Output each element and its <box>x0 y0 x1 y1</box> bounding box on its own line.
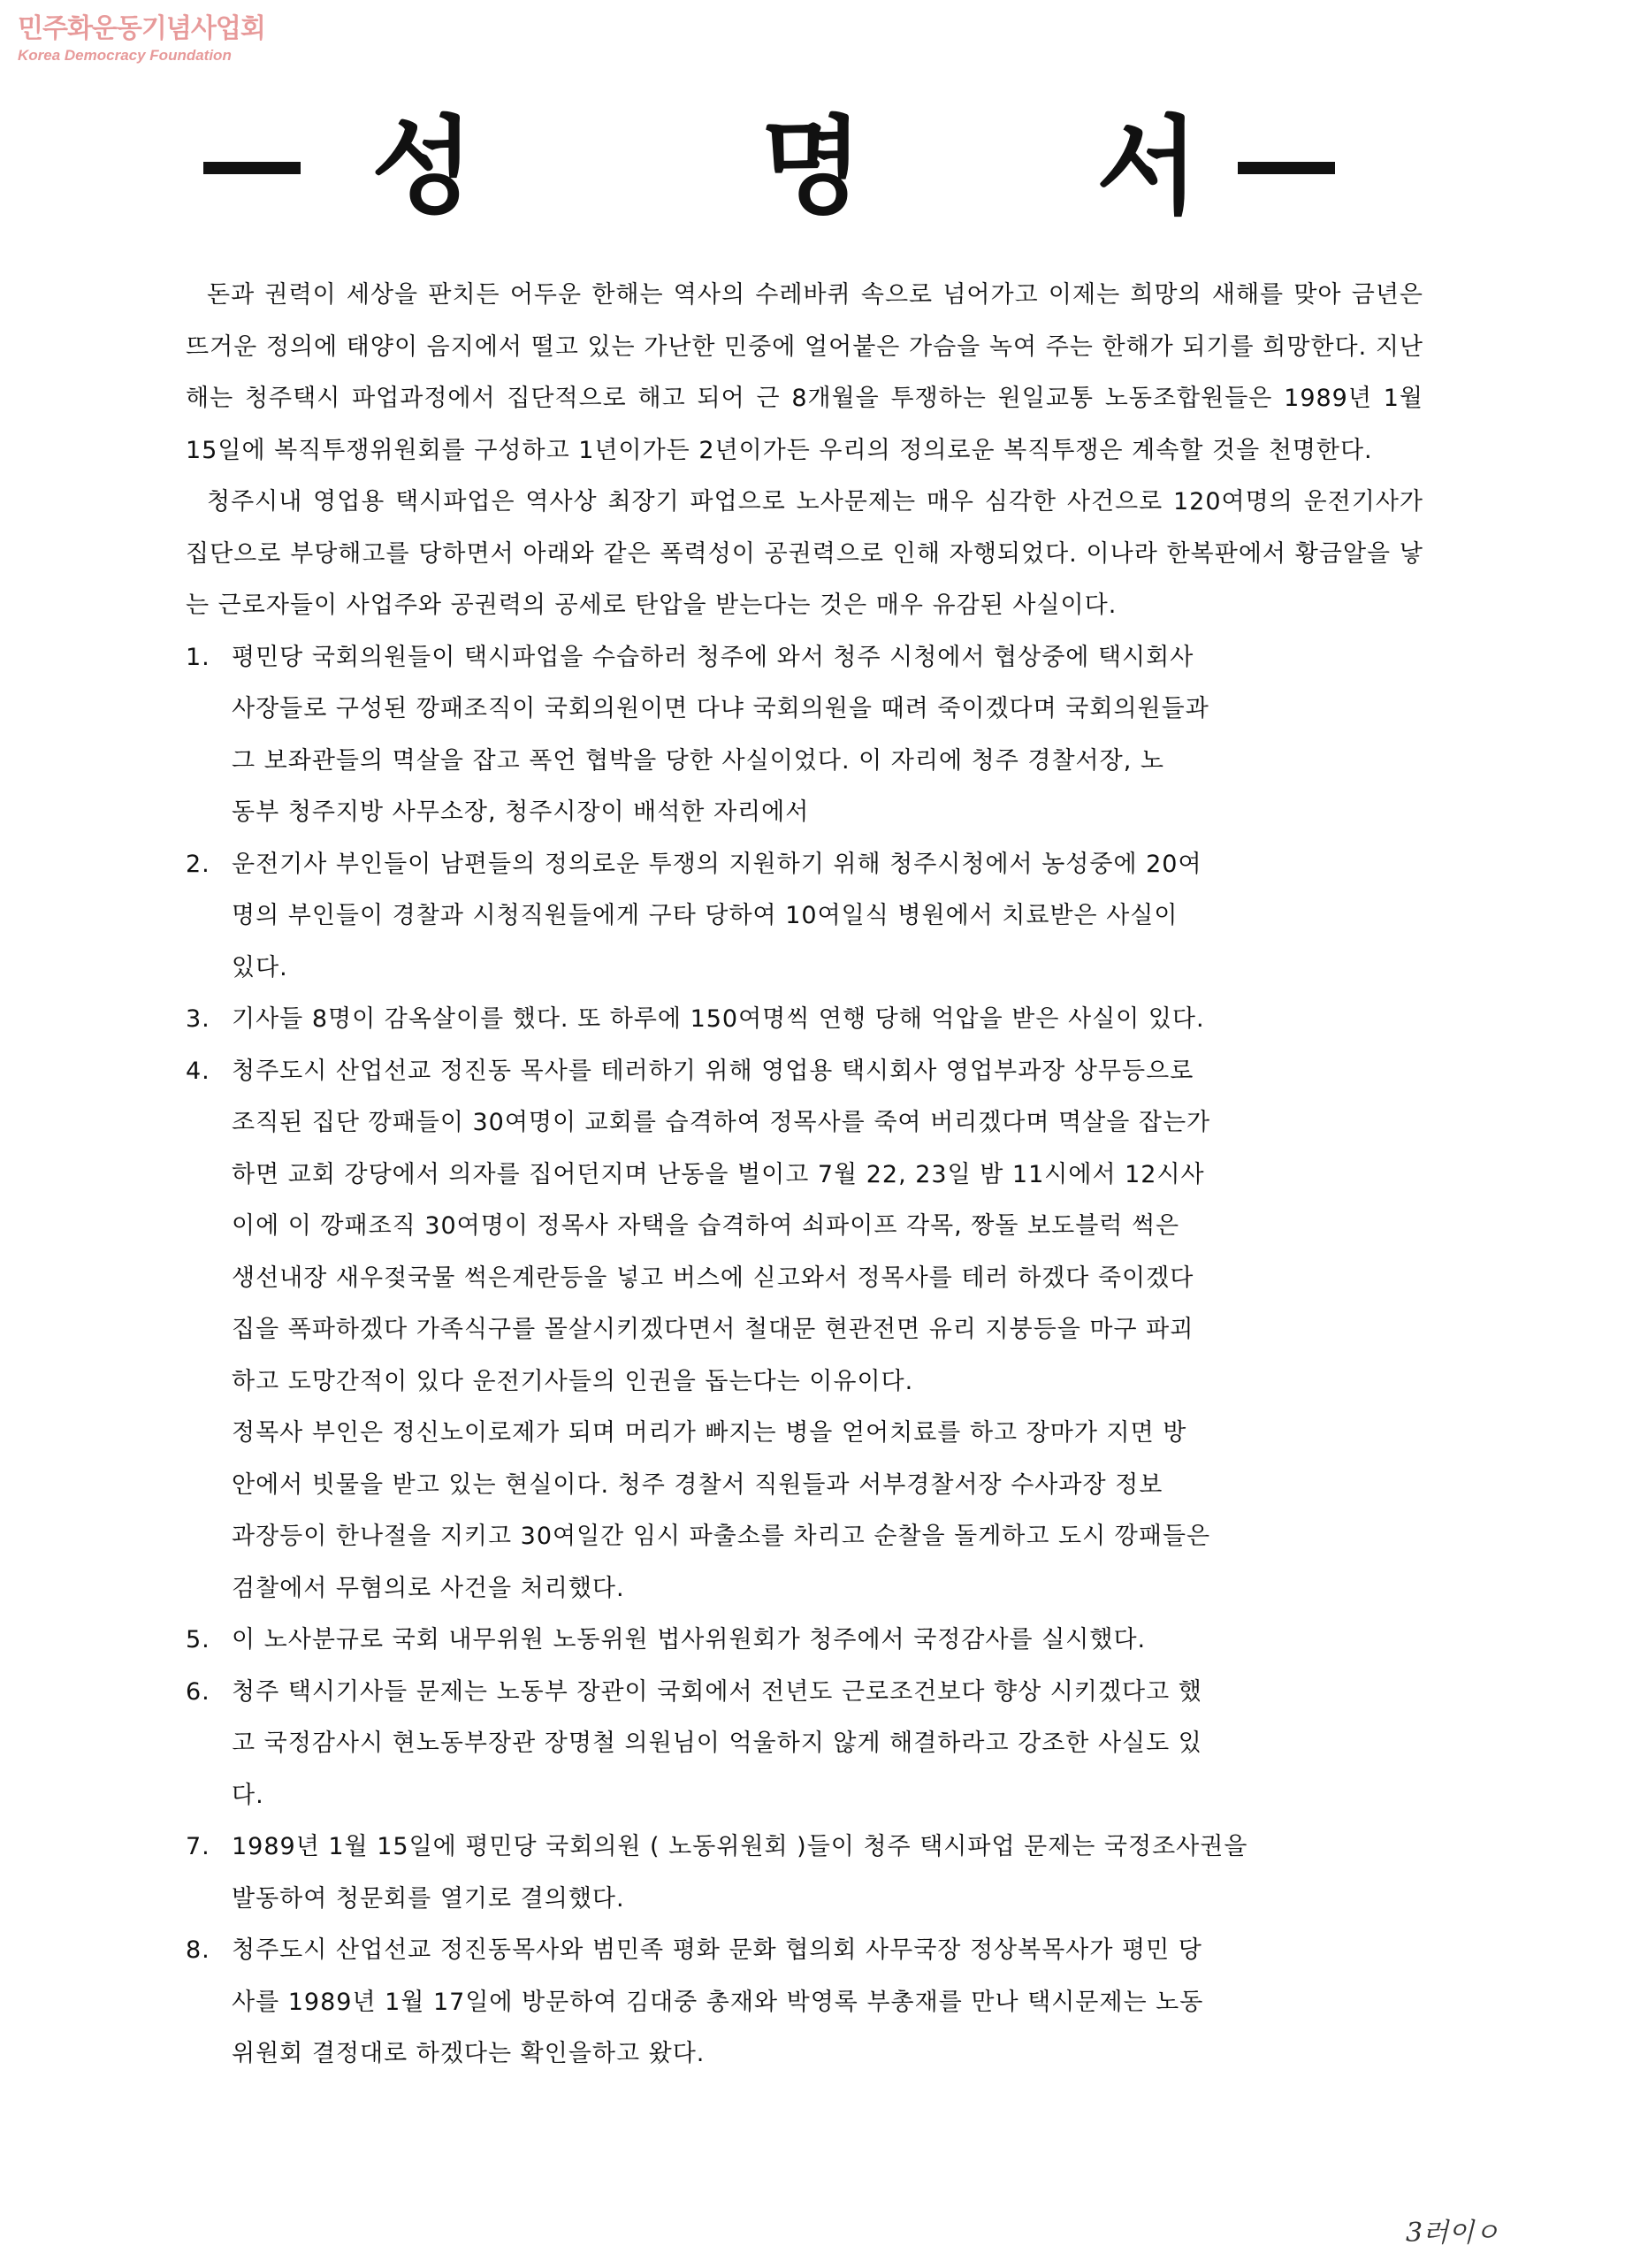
list-item-line: 기사들 8명이 감옥살이를 했다. 또 하루에 150여명씩 연행 당해 억압을 받은 사실이 있다. <box>232 1005 1205 1033</box>
document-title <box>195 106 1335 229</box>
list-item-line: 사를 1989년 1월 17일에 방문하여 김대중 총재와 박영록 부총재를 만나 택시문제는 노동 <box>232 1988 1204 2016</box>
list-item-line: 사장들로 구성된 깡패조직이 국회의원이면 다냐 국회의원을 때려 죽이겠다며 국회의원들과 <box>232 695 1209 722</box>
title-char-3: 서 <box>1096 106 1199 229</box>
list-item-number: 7. <box>186 1833 210 1860</box>
list-item-line: 청주 택시기사들 문제는 노동부 장관이 국회에서 전년도 근로조건보다 향상 시키겠다고 했 <box>232 1677 1202 1706</box>
list-item-line: 고 국정감사시 현노동부장관 장명철 의원님이 억울하지 않게 해결하라고 강조한 사실도 있 <box>232 1730 1202 1757</box>
list-item-number: 6. <box>186 1677 210 1706</box>
list-item-line: 평민당 국회의원들이 택시파업을 수습하러 청주에 와서 청주 시청에서 협상중에 택시회사 <box>232 643 1194 671</box>
list-item <box>186 1615 1423 1667</box>
list-item-line: 하면 교회 강당에서 의자를 집어던지며 난동을 벌이고 7월 22, 23일 밤 11시에서 12시사 <box>232 1160 1205 1188</box>
list-item-line: 그 보좌관들의 멱살을 잡고 폭언 협박을 당한 사실이었다. 이 자리에 청주 경찰서장, 노 <box>232 746 1164 775</box>
list-item-number: 5. <box>186 1626 210 1653</box>
list-item-number: 4. <box>186 1057 210 1085</box>
intro-paragraph-2: 청주시내 영업용 택시파업은 역사상 최장기 파업으로 노사문제는 매우 심각한 사건으로 120여명의 운전기사가 집단으로 부당해고를 당하면서 아래와 같은 폭력성이 공권력으로 인해 자행되었다. 이나라 한복판에서 황금알을 낳는 근로자들이 사업주와 공권력의 공세로 탄압을 받는다는 것은 매우 유감된 사실이다. <box>186 488 1423 619</box>
list-item-line: 조직된 집단 깡패들이 30여명이 교회를 습격하여 정목사를 죽여 버리겠다며 멱살을 잡는가 <box>232 1109 1211 1136</box>
list-item <box>186 1667 1423 1822</box>
list-item-line: 발동하여 청문회를 열기로 결의했다. <box>232 1884 625 1913</box>
list-item-number: 1. <box>186 643 210 671</box>
title-char-1: 성 <box>371 106 474 229</box>
list-item <box>186 1925 1423 2081</box>
list-item <box>186 839 1423 995</box>
list-item <box>186 1046 1423 1615</box>
list-item <box>186 994 1423 1046</box>
list-item-number: 8. <box>186 1936 210 1964</box>
list-item-line: 이에 이 깡패조직 30여명이 정목사 자택을 습격하여 쇠파이프 각목, 짱돌 보도블럭 썩은 <box>232 1212 1180 1240</box>
list-item-line: 청주도시 산업선교 정진동목사와 범민족 평화 문화 협의회 사무국장 정상복목사가 평민 당 <box>232 1936 1202 1964</box>
list-item-line: 동부 청주지방 사무소장, 청주시장이 배석한 자리에서 <box>232 798 810 826</box>
list-item-line: 1989년 1월 15일에 평민당 국회의원 ( 노동위원회 )들이 청주 택시파업 문제는 국정조사권을 <box>232 1833 1248 1860</box>
list-item-line: 명의 부인들이 경찰과 시청직원들에게 구타 당하여 10여일식 병원에서 치료받은 사실이 <box>232 902 1179 929</box>
list-item-line: 집을 폭파하겠다 가족식구를 몰살시키겠다면서 철대문 현관전면 유리 지붕등을 마구 파괴 <box>232 1316 1194 1343</box>
watermark <box>18 13 265 64</box>
title-dash-right <box>1238 162 1335 174</box>
document-body <box>186 270 1423 2081</box>
list-item <box>186 632 1423 839</box>
handwritten-signature: 3러이ㅇ <box>1406 2218 1500 2249</box>
list-item-line: 생선내장 새우젖국물 썩은계란등을 넣고 버스에 싣고와서 정목사를 테러 하겠다 죽이겠다 <box>232 1264 1194 1292</box>
list-item-line: 이 노사분규로 국회 내무위원 노동위원 법사위원회가 청주에서 국정감사를 실시했다. <box>232 1626 1147 1653</box>
title-dash-left <box>203 162 301 174</box>
list-item-line: 하고 도망간적이 있다 운전기사들의 인권을 돕는다는 이유이다. <box>232 1367 914 1395</box>
list-item-line: 다. <box>232 1781 264 1809</box>
list-item-line: 안에서 빗물을 받고 있는 현실이다. 청주 경찰서 직원들과 서부경찰서장 수사과장 정보 <box>232 1470 1163 1499</box>
list-item <box>186 1821 1423 1925</box>
list-item-line: 청주도시 산업선교 정진동 목사를 테러하기 위해 영업용 택시회사 영업부과장 상무등으로 <box>232 1057 1194 1085</box>
intro-paragraph-1: 돈과 권력이 세상을 판치든 어두운 한해는 역사의 수레바퀴 속으로 넘어가고 이제는 희망의 새해를 맞아 금년은 뜨거운 정의에 태양이 음지에서 떨고 있는 가난한 민중에 얼어붙은 가슴을 녹여 주는 한해가 되기를 희망한다. 지난해는 청주택시 파업과정에서 집단적으로 해고 되어 근 8개월을 투쟁하는 원일교통 노동조합원들은 1989년 1월 15일에 복직투쟁위원회를 구성하고 1년이가든 2년이가든 우리의 정의로운 복직투쟁은 계속할 것을 천명한다. <box>186 281 1423 464</box>
list-item-line: 검찰에서 무혐의로 사건을 처리했다. <box>232 1574 625 1602</box>
title-char-2: 명 <box>760 106 863 229</box>
list-item-line: 위원회 결정대로 하겠다는 확인을하고 왔다. <box>232 2040 706 2067</box>
list-item-line: 운전기사 부인들이 남편들의 정의로운 투쟁의 지원하기 위해 청주시청에서 농성중에 20여 <box>232 850 1202 878</box>
list-item-number: 3. <box>186 1005 210 1033</box>
list-item-line: 정목사 부인은 정신노이로제가 되며 머리가 빠지는 병을 얻어치료를 하고 장마가 지면 방 <box>232 1419 1187 1447</box>
watermark-english: Korea Democracy Foundation <box>18 47 232 64</box>
list-item-line: 과장등이 한나절을 지키고 30여일간 임시 파출소를 차리고 순찰을 돌게하고 도시 깡패들은 <box>232 1523 1211 1550</box>
watermark-korean: 민주화운동기념사업회 <box>18 13 265 44</box>
list-item-number: 2. <box>186 850 210 878</box>
list-item-line: 있다. <box>232 953 288 981</box>
numbered-list <box>186 632 1423 2081</box>
